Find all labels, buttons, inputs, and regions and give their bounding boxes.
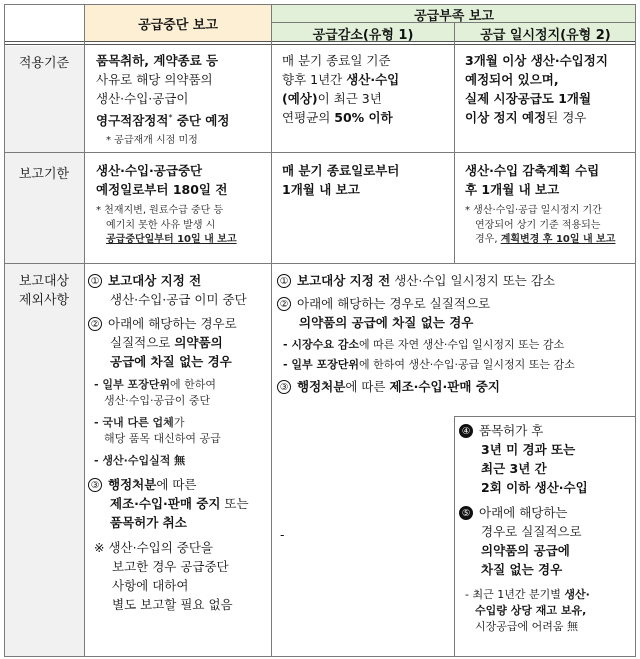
grid-row1-bottom xyxy=(4,152,636,153)
exempt-stop-note1: ※ 생산·수입의 중단을 xyxy=(94,540,213,555)
exempt-type2-sub1-line3: 시장공급에 어려움 無 xyxy=(475,620,579,633)
deadline-type2-line1: 생산·수입 감축계획 수립 xyxy=(465,163,600,178)
exempt-type2-item4-line2: 3년 미 경과 또는 xyxy=(481,442,576,457)
grid-type2-split xyxy=(454,416,636,417)
header-type1: 공급감소(유형 1) xyxy=(312,28,414,43)
grid-right xyxy=(635,4,636,657)
deadline-stop-line2: 예정일로부터 180일 전 xyxy=(96,182,228,197)
exempt-stop-sub1: - 일부 포장단위에 한하여 xyxy=(94,378,216,391)
apply-type1-line3: (예상)이 최근 3년 xyxy=(282,91,382,106)
apply-stop-line3: 생산·수입·공급이 xyxy=(96,91,189,106)
exempt-shared-item3: ③ 행정처분에 따른 제조·수입·판매 중지 xyxy=(277,377,633,396)
exempt-type2-sub1: - 최근 1년간 분기별 생산· xyxy=(465,588,590,601)
deadline-stop-line1: 생산·수입·공급중단 xyxy=(96,163,203,178)
exempt-stop-item1-line2: 생산·수입·공급 이미 중단 xyxy=(110,292,247,307)
grid-col3-bottom xyxy=(454,416,455,657)
deadline-type1-line2: 1개월 내 보고 xyxy=(282,182,360,197)
exempt-type2-item5-line3: 의약품의 공급에 xyxy=(481,543,570,558)
exempt-stop-sub2: - 국내 다른 업체가 xyxy=(94,416,185,429)
deadline-type2-note1: * 생산·수입·공급 일시정지 기간 xyxy=(465,205,602,216)
apply-type1-line4: 연평균의 50% 이하 xyxy=(282,110,393,125)
row-label-apply: 적용기준 xyxy=(18,56,70,71)
deadline-stop-note xyxy=(96,204,268,248)
exempt-type2-item4: ④ 품목허가 후 xyxy=(459,421,635,440)
apply-type2-line2: 예정되어 있으며, xyxy=(465,72,559,87)
deadline-type2 xyxy=(465,161,635,248)
row-label-deadline: 보고기한 xyxy=(18,167,70,182)
exempt-stop-note4: 별도 보고할 필요 없음 xyxy=(112,597,233,612)
apply-type1-line2: 향후 1년간 생산·수입 xyxy=(282,72,400,87)
apply-type2-line4: 이상 정지 예정된 경우 xyxy=(465,110,587,125)
label-col-bg xyxy=(4,46,84,656)
header-supply-stop: 공급중단 보고 xyxy=(138,18,218,33)
deadline-stop-note3: 공급중단일부터 10일 내 보고 xyxy=(106,234,237,245)
apply-supply-stop xyxy=(96,51,268,149)
exempt-stop-sub3: - 생산·수입실적 無 xyxy=(94,454,186,467)
apply-stop-line2: 사유로 해당 의약품의 xyxy=(96,72,213,87)
deadline-type1 xyxy=(282,161,452,199)
grid-col2 xyxy=(271,4,272,657)
exempt-stop-sub1-line2: 생산·수입·공급이 중단 xyxy=(104,394,211,407)
apply-type1-line1: 매 분기 종료일 기준 xyxy=(282,53,391,68)
exempt-stop-item3-line3: 품목허가 취소 xyxy=(110,515,187,530)
apply-stop-line1: 품목취하, 계약종료 등 xyxy=(96,53,219,68)
exempt-stop-item3: ③ 행정처분에 따른 xyxy=(88,475,268,494)
exempt-type2-item5-line2: 경우로 실질적으로 xyxy=(481,524,582,539)
exempt-stop-sub2-line2: 해당 품목 대신하여 공급 xyxy=(104,432,221,445)
exempt-shared-sub2: - 일부 포장단위에 한하여 생산·수입·공급 일시정지 또는 감소 xyxy=(283,358,575,371)
grid-left xyxy=(4,4,5,657)
exempt-type2-item4-line4: 2회 이하 생산·수입 xyxy=(481,480,588,495)
row-label-exempt xyxy=(4,272,84,310)
exempt-type2-sub1-line2: 수입량 상당 재고 보유, xyxy=(475,604,587,617)
exempt-shared-item2: ② 아래에 해당하는 경우로 실질적으로 xyxy=(277,294,633,313)
deadline-stop-note2: 예기치 못한 사유 발생 시 xyxy=(106,219,216,231)
exempt-shortage-shared xyxy=(277,271,633,396)
grid-col1 xyxy=(84,4,85,657)
apply-type2-line1: 3개월 이상 생산·수입정지 xyxy=(465,53,608,68)
deadline-type2-note2: 연장되어 상기 기준 적용되는 xyxy=(475,219,601,231)
exempt-shared-item2-line2: 의약품의 공급에 차질 없는 경우 xyxy=(299,315,474,330)
apply-type1 xyxy=(282,51,452,127)
exempt-stop-item1: ① 보고대상 지정 전 xyxy=(88,271,268,290)
exempt-type2-item5-line4: 차질 없는 경우 xyxy=(481,562,563,577)
exempt-shared-sub1: - 시장수요 감소에 따른 자연 생산·수입 일시정지 또는 감소 xyxy=(283,338,565,351)
deadline-type2-note3: 경우, 계획변경 후 10일 내 보고 xyxy=(475,234,616,245)
deadline-type1-line1: 매 분기 종료일로부터 xyxy=(282,163,400,178)
exempt-stop-item3-line2: 제조·수입·판매 중지 또는 xyxy=(110,496,249,511)
exempt-stop-note3: 사항에 대하여 xyxy=(112,578,189,593)
apply-type2 xyxy=(465,51,635,127)
exempt-supply-stop xyxy=(88,271,268,614)
row-label-exempt-line2: 제외사항 xyxy=(18,293,70,308)
exempt-stop-item2-line3: 공급에 차질 없는 경우 xyxy=(110,354,232,369)
exempt-stop-item2-line2: 실질적으로 의약품의 xyxy=(110,335,223,350)
deadline-supply-stop xyxy=(96,161,268,248)
grid-bottom xyxy=(4,656,636,657)
row-label-exempt-line1: 보고대상 xyxy=(18,274,70,289)
exempt-stop-item2: ② 아래에 해당하는 경우로 xyxy=(88,314,268,333)
exempt-type2-item4-line3: 최근 3년 간 xyxy=(481,461,547,476)
apply-stop-note: * 공급재개 시점 미정 xyxy=(106,135,198,147)
apply-stop-line4: 영구적잠정적* 중단 예정 xyxy=(96,113,230,129)
header-type2: 공급 일시정지(유형 2) xyxy=(480,28,611,43)
exempt-type1-extra: - xyxy=(280,527,285,542)
deadline-type2-note xyxy=(465,204,635,248)
exempt-shared-item1: ① 보고대상 지정 전 생산·수입 일시정지 또는 감소 xyxy=(277,271,633,290)
exempt-stop-note2: 보고한 경우 공급중단 xyxy=(112,559,229,574)
grid-row2-bottom xyxy=(4,263,636,264)
grid-col3-top xyxy=(454,22,455,264)
exempt-type2-item5: ⑤ 아래에 해당하는 xyxy=(459,503,635,522)
apply-type2-line3: 실제 시장공급도 1개월 xyxy=(465,91,592,106)
header-shortage: 공급부족 보고 xyxy=(414,9,494,24)
exempt-type2-extra xyxy=(459,421,635,635)
deadline-stop-note1: * 천재지변, 원료수급 중단 등 xyxy=(96,205,224,216)
deadline-type2-line2: 후 1개월 내 보고 xyxy=(465,182,560,197)
